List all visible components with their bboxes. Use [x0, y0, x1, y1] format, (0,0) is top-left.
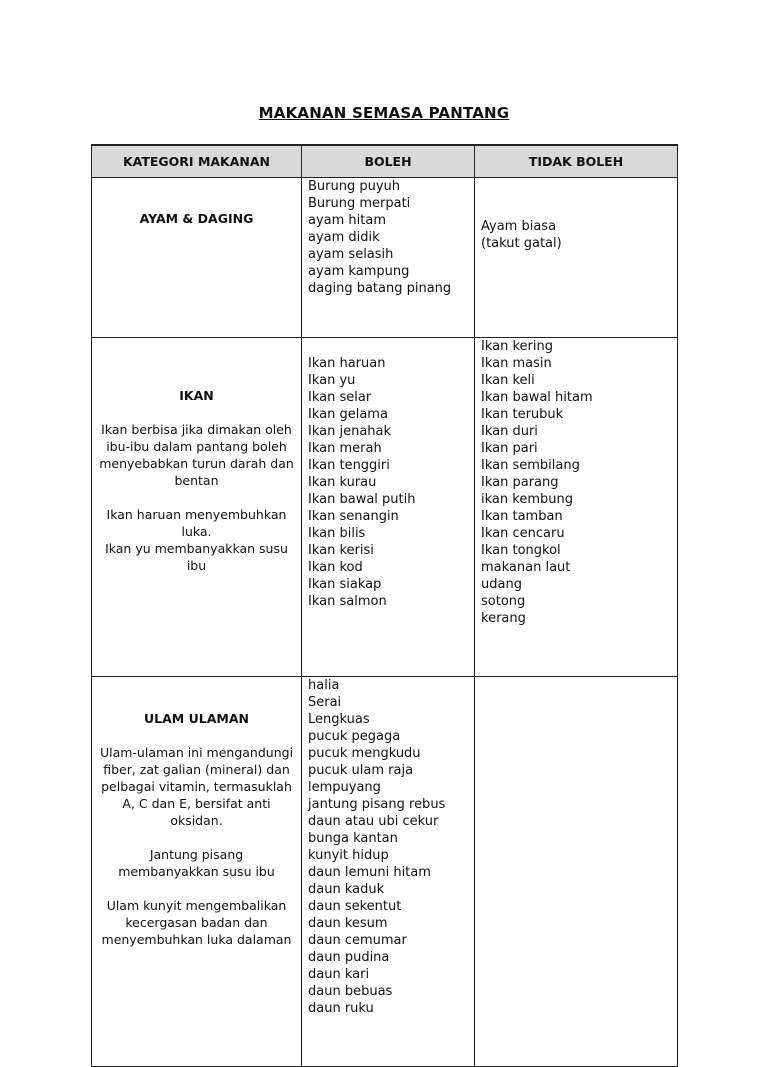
tidak-boleh-cell — [475, 677, 678, 1067]
list-item: Ikan tenggiri — [308, 458, 390, 473]
list-item: pucuk ulam raja — [308, 763, 414, 778]
category-note: Jantung pisang membanyakkan susu ibu — [118, 847, 275, 879]
boleh-cell — [302, 178, 475, 338]
list-item: Ikan sembilang — [481, 458, 580, 473]
list-item: pucuk mengkudu — [308, 746, 421, 761]
list-item: Ikan tongkol — [481, 543, 561, 558]
table-row — [92, 338, 678, 677]
list-item: daun ruku — [308, 1001, 374, 1016]
list-item: bunga kantan — [308, 831, 398, 846]
list-item: udang — [481, 577, 522, 592]
list-item: Burung puyuh — [308, 179, 401, 194]
tidak-boleh-cell — [475, 178, 678, 338]
list-item: ayam hitam — [308, 213, 386, 228]
list-item: kerang — [481, 611, 526, 626]
list-item: Ikan bawal hitam — [481, 390, 593, 405]
category-cell — [92, 338, 302, 677]
boleh-cell — [302, 338, 475, 677]
list-item: Ikan kod — [308, 560, 363, 575]
list-item: Ikan bawal putih — [308, 492, 416, 507]
category-note: Ulam kunyit mengembalikan kecergasan badan dan menyembuhkan luka dalaman — [101, 898, 292, 947]
list-item: Ikan duri — [481, 424, 538, 439]
list-item: daun kari — [308, 967, 370, 982]
table-row — [92, 677, 678, 1067]
header-boleh: BOLEH — [302, 145, 475, 178]
list-item: Lengkuas — [308, 712, 370, 727]
list-item: Ikan senangin — [308, 509, 399, 524]
table-header-row — [92, 145, 678, 178]
list-item: Ikan yu — [308, 373, 356, 388]
tidak-boleh-cell — [475, 338, 678, 677]
list-item: Ikan kering — [481, 339, 553, 354]
list-item: Ayam biasa — [481, 219, 557, 234]
list-item: Burung merpati — [308, 196, 411, 211]
list-item: Ikan pari — [481, 441, 538, 456]
table-row — [92, 178, 678, 338]
list-item: daun atau ubi cekur — [308, 814, 439, 829]
list-item: pucuk pegaga — [308, 729, 401, 744]
list-item: Ikan kerisi — [308, 543, 374, 558]
list-item: daun cemumar — [308, 933, 407, 948]
list-item: daun lemuni hitam — [308, 865, 431, 880]
list-item: Ikan selar — [308, 390, 372, 405]
category-note: Ulam-ulaman ini mengandungi fiber, zat galian (mineral) dan pelbagai vitamin, termasuklah A, C dan E, bersifat anti oksidan. — [99, 745, 294, 828]
list-item: Ikan keli — [481, 373, 535, 388]
list-item: daun pudina — [308, 950, 390, 965]
list-item: Ikan merah — [308, 441, 382, 456]
list-item: kunyit hidup — [308, 848, 389, 863]
list-item: makanan laut — [481, 560, 571, 575]
list-item: Ikan kurau — [308, 475, 377, 490]
list-item: daun kesum — [308, 916, 388, 931]
list-item: halia — [308, 678, 340, 693]
list-item: jantung pisang rebus — [308, 797, 446, 812]
list-item: Ikan gelama — [308, 407, 388, 422]
list-item: Ikan bilis — [308, 526, 366, 541]
header-kategori: KATEGORI MAKANAN — [92, 145, 302, 178]
category-note: Ikan yu membanyakkan susu ibu — [105, 541, 288, 573]
list-item: Ikan parang — [481, 475, 559, 490]
page-title: MAKANAN SEMASA PANTANG — [258, 104, 510, 122]
category-title: IKAN — [179, 388, 214, 403]
list-item: ayam selasih — [308, 247, 394, 262]
header-tidak-boleh: TIDAK BOLEH — [475, 145, 678, 178]
list-item: Serai — [308, 695, 342, 710]
list-item: daun sekentut — [308, 899, 402, 914]
list-item: daun kaduk — [308, 882, 385, 897]
list-item: sotong — [481, 594, 526, 609]
list-item: ayam didik — [308, 230, 380, 245]
list-item: daging batang pinang — [308, 281, 452, 296]
list-item: ayam kampung — [308, 264, 410, 279]
category-title: ULAM ULAMAN — [144, 711, 249, 726]
list-item: daun bebuas — [308, 984, 393, 999]
list-item: ikan kembung — [481, 492, 573, 507]
category-note: Ikan haruan menyembuhkan luka. — [106, 507, 287, 539]
list-item: Ikan salmon — [308, 594, 387, 609]
food-table — [91, 144, 678, 1067]
boleh-cell — [302, 677, 475, 1067]
list-item: Ikan terubuk — [481, 407, 564, 422]
list-item: Ikan haruan — [308, 356, 386, 371]
category-title: AYAM & DAGING — [139, 211, 254, 226]
category-cell — [92, 677, 302, 1067]
category-note: Ikan berbisa jika dimakan oleh ibu-ibu dalam pantang boleh menyebabkan turun darah dan bentan — [99, 422, 294, 488]
list-item: lempuyang — [308, 780, 381, 795]
list-item: Ikan tamban — [481, 509, 563, 524]
list-item: Ikan siakap — [308, 577, 382, 592]
category-cell — [92, 178, 302, 338]
list-item: (takut gatal) — [481, 236, 562, 251]
list-item: Ikan masin — [481, 356, 552, 371]
list-item: Ikan jenahak — [308, 424, 392, 439]
list-item: Ikan cencaru — [481, 526, 565, 541]
